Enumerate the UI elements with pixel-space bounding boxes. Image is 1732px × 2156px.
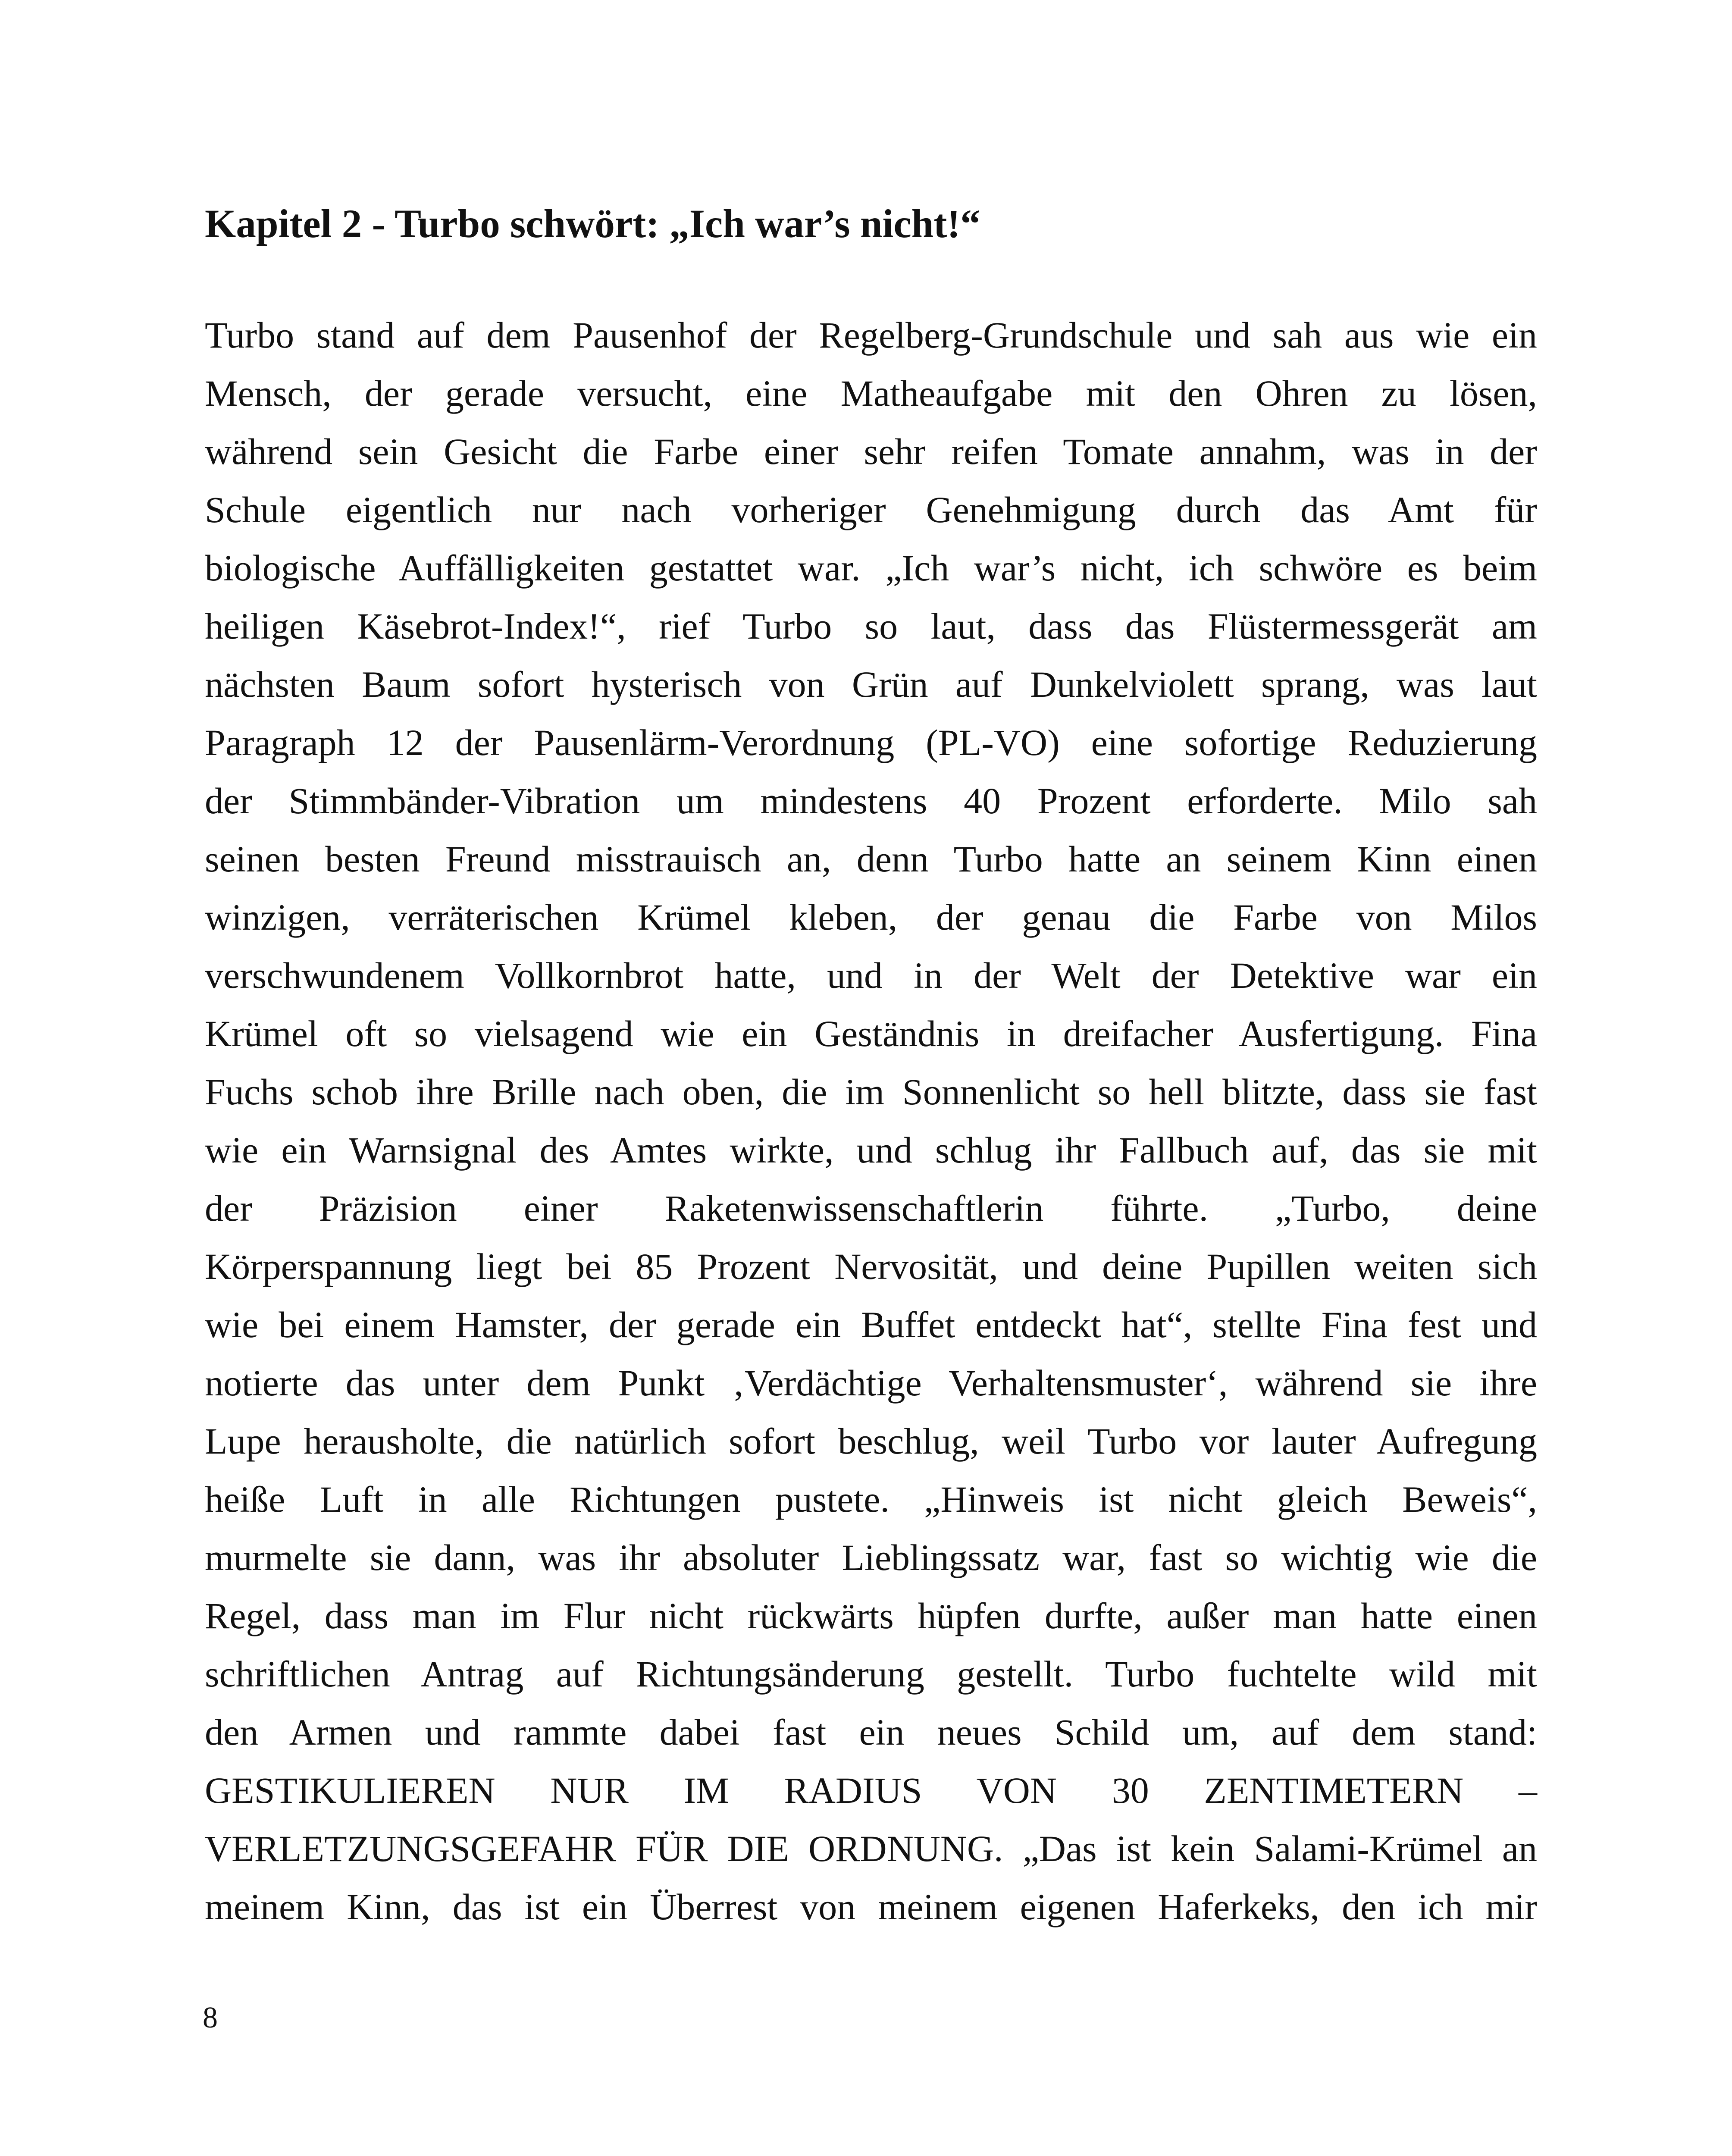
page-number: 8 — [203, 2001, 218, 2034]
text-line: winzigen, verräterischen Krümel kleben, der genau die Farbe von Milos — [205, 896, 1537, 938]
text-line: schriftlichen Antrag auf Richtungsänderung gestellt. Turbo fuchtelte wild mit — [205, 1653, 1537, 1695]
text-line: Lupe herausholte, die natürlich sofort beschlug, weil Turbo vor lauter Aufregung — [205, 1420, 1537, 1462]
text-line: seinen besten Freund misstrauisch an, denn Turbo hatte an seinem Kinn einen — [205, 838, 1537, 880]
text-line: wie ein Warnsignal des Amtes wirkte, und schlug ihr Fallbuch auf, das sie mit — [205, 1129, 1537, 1171]
text-line: meinem Kinn, das ist ein Überrest von meinem eigenen Haferkeks, den ich mir — [205, 1886, 1537, 1927]
body-paragraph — [205, 306, 1537, 1936]
text-line: Körperspannung liegt bei 85 Prozent Nervosität, und deine Pupillen weiten sich — [205, 1246, 1537, 1287]
text-line: verschwundenem Vollkornbrot hatte, und in der Welt der Detektive war ein — [205, 955, 1537, 996]
text-line: Regel, dass man im Flur nicht rückwärts hüpfen durfte, außer man hatte einen — [205, 1595, 1537, 1636]
text-line: Mensch, der gerade versucht, eine Matheaufgabe mit den Ohren zu lösen, — [205, 373, 1537, 414]
text-line: den Armen und rammte dabei fast ein neues Schild um, auf dem stand: — [205, 1711, 1537, 1753]
text-line: wie bei einem Hamster, der gerade ein Buffet entdeckt hat“, stellte Fina fest und — [205, 1304, 1537, 1345]
text-line: der Präzision einer Raketenwissenschaftlerin führte. „Turbo, deine — [205, 1188, 1537, 1229]
text-line: heiligen Käsebrot-Index!“, rief Turbo so laut, dass das Flüstermessgerät am — [205, 605, 1537, 647]
text-line: der Stimmbänder-Vibration um mindestens 40 Prozent erforderte. Milo sah — [205, 780, 1537, 821]
text-line: GESTIKULIEREN NUR IM RADIUS VON 30 ZENTIMETERN – — [205, 1770, 1537, 1811]
text-line: während sein Gesicht die Farbe einer sehr reifen Tomate annahm, was in der — [205, 431, 1537, 472]
text-line: Fuchs schob ihre Brille nach oben, die im Sonnenlicht so hell blitzte, dass sie fast — [205, 1071, 1537, 1112]
text-line: nächsten Baum sofort hysterisch von Grün auf Dunkelviolett sprang, was laut — [205, 664, 1537, 705]
text-line: murmelte sie dann, was ihr absoluter Lieblingssatz war, fast so wichtig wie die — [205, 1537, 1537, 1578]
text-line: Krümel oft so vielsagend wie ein Geständnis in dreifacher Ausfertigung. Fina — [205, 1013, 1537, 1054]
text-line: VERLETZUNGSGEFAHR FÜR DIE ORDNUNG. „Das ist kein Salami-Krümel an — [205, 1828, 1537, 1869]
chapter-title: Kapitel 2 - Turbo schwört: „Ich war’s nicht!“ — [205, 202, 980, 246]
text-line: Paragraph 12 der Pausenlärm-Verordnung (PL-VO) eine sofortige Reduzierung — [205, 722, 1537, 763]
text-line: heiße Luft in alle Richtungen pustete. „Hinweis ist nicht gleich Beweis“, — [205, 1479, 1537, 1520]
text-line: notierte das unter dem Punkt ‚Verdächtige Verhaltensmuster‘, während sie ihre — [205, 1362, 1537, 1404]
text-line: Schule eigentlich nur nach vorheriger Genehmigung durch das Amt für — [205, 489, 1537, 530]
text-line: biologische Auffälligkeiten gestattet war. „Ich war’s nicht, ich schwöre es beim — [205, 547, 1537, 589]
text-line: Turbo stand auf dem Pausenhof der Regelberg-Grundschule und sah aus wie ein — [205, 314, 1537, 356]
